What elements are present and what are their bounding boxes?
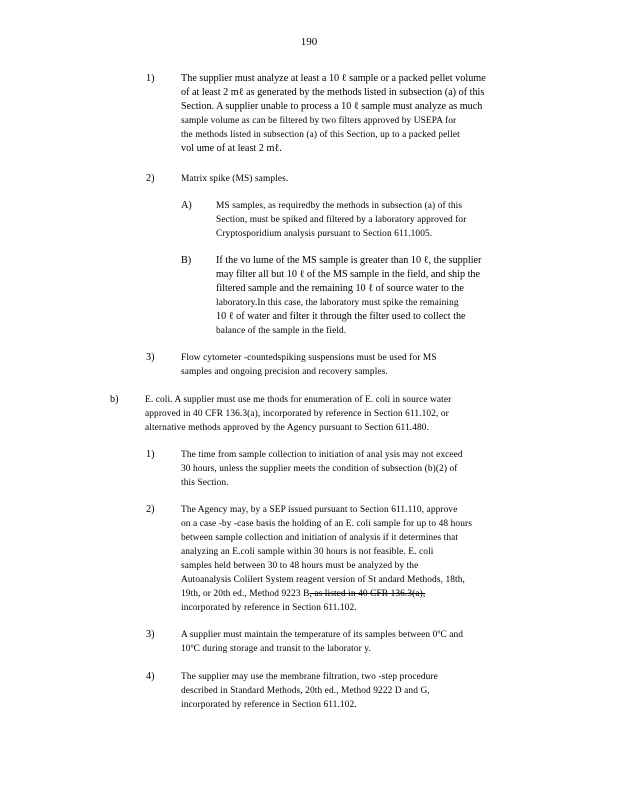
text-line: 10 ℓ of water and filter it through the filter used to collect the (216, 311, 466, 322)
item-label-1: 1) (146, 73, 155, 84)
page-number: 190 (300, 36, 318, 48)
text-line: may filter all but 10 ℓ of the MS sample in the field, and ship the (216, 269, 481, 280)
text-line: A supplier must maintain the temperature of its samples between 0ºC and (181, 630, 464, 640)
text-line: incorporated by reference in Section 611.102. (181, 700, 357, 710)
text-line: Section. A supplier unable to process a 10 ℓ sample must analyze as much (181, 101, 483, 112)
text-line: of at least 2 mℓ as generated by the methods listed in subsection (a) of this (181, 87, 485, 98)
text-segment: 19th, or 20th ed., Method 9223 B (181, 589, 310, 599)
text-line: approved in 40 CFR 136.3(a), incorporated by reference in Section 611.102, or (145, 409, 449, 419)
text-line: 10ºC during storage and transit to the laborator y. (181, 644, 371, 654)
text-line: If the vo lume of the MS sample is greater than 10 ℓ, the supplier (216, 255, 482, 266)
text-line: The Agency may, by a SEP issued pursuant to Section 611.110, approve (181, 505, 458, 515)
text-line: samples held between 30 to 48 hours must be analyzed by the (181, 561, 419, 571)
item-text-c4 (181, 670, 438, 712)
text-line: samples and ongoing precision and recovery samples. (181, 367, 388, 377)
text-line: MS samples, as requiredby the methods in subsection (a) of this (216, 201, 463, 211)
text-line: alternative methods approved by the Agency pursuant to Section 611.480. (145, 423, 430, 433)
text-line: filtered sample and the remaining 10 ℓ of source water to the (216, 283, 464, 294)
text-line: vol ume of at least 2 mℓ. (181, 143, 282, 154)
struck-text: , as listed in 40 CFR 136.3(a), (309, 589, 426, 599)
item-text-2 (181, 172, 288, 186)
text-line: Cryptosporidium analysis pursuant to Section 611.1005. (216, 229, 433, 239)
text-line: sample volume as can be filtered by two filters approved by USEPA for (181, 116, 457, 126)
text-line: The supplier must analyze at least a 10 ℓ sample or a packed pellet volume (181, 73, 486, 84)
item-text-B (216, 254, 481, 338)
text-line: analyzing an E.coli sample within 30 hours is not feasible. E. coli (181, 547, 434, 557)
text-line: between sample collection and initiation of analysis if it determines that (181, 533, 459, 543)
item-text-A (216, 199, 466, 241)
text-line: laboratory.In this case, the laboratory must spike the remaining (216, 298, 459, 308)
text-line (181, 587, 472, 601)
text-line: incorporated by reference in Section 611.102. (181, 603, 357, 613)
text-line: the methods listed in subsection (a) of this Section, up to a packed pellet (181, 130, 460, 140)
item-label-b: b) (110, 394, 119, 405)
text-line: Section, must be spiked and filtered by a laboratory approved for (216, 215, 467, 225)
text-line: on a case -by -case basis the holding of an E. coli sample for up to 48 hours (181, 519, 472, 529)
text-line: Flow cytometer -countedspiking suspensions must be used for MS (181, 353, 437, 363)
item-text-3 (181, 351, 437, 379)
item-text-c1 (181, 448, 463, 490)
item-text-b (145, 393, 451, 435)
item-label-B: B) (181, 255, 192, 266)
text-line: The time from sample collection to initiation of anal ysis may not exceed (181, 450, 463, 460)
item-text-c3 (181, 628, 463, 656)
text-line: E. coli. A supplier must use me thods for enumeration of E. coli in source water (145, 395, 452, 405)
item-label-c2: 2) (146, 504, 155, 515)
text-line: balance of the sample in the field. (216, 326, 347, 336)
text-line: Matrix spike (MS) samples. (181, 174, 289, 184)
item-label-2: 2) (146, 173, 155, 184)
item-label-3: 3) (146, 352, 155, 363)
text-line: Autoanalysis Colilert System reagent version of St andard Methods, 18th, (181, 575, 465, 585)
item-label-A: A) (181, 200, 192, 211)
item-label-c1: 1) (146, 449, 155, 460)
text-line: The supplier may use the membrane filtration, two -step procedure (181, 672, 438, 682)
item-text-c2 (181, 503, 472, 615)
text-line: this Section. (181, 478, 229, 488)
item-label-c3: 3) (146, 629, 155, 640)
text-line: 30 hours, unless the supplier meets the condition of subsection (b)(2) of (181, 464, 458, 474)
item-label-c4: 4) (146, 671, 155, 682)
text-line: described in Standard Methods, 20th ed., Method 9222 D and G, (181, 686, 430, 696)
item-text-1 (181, 72, 486, 156)
